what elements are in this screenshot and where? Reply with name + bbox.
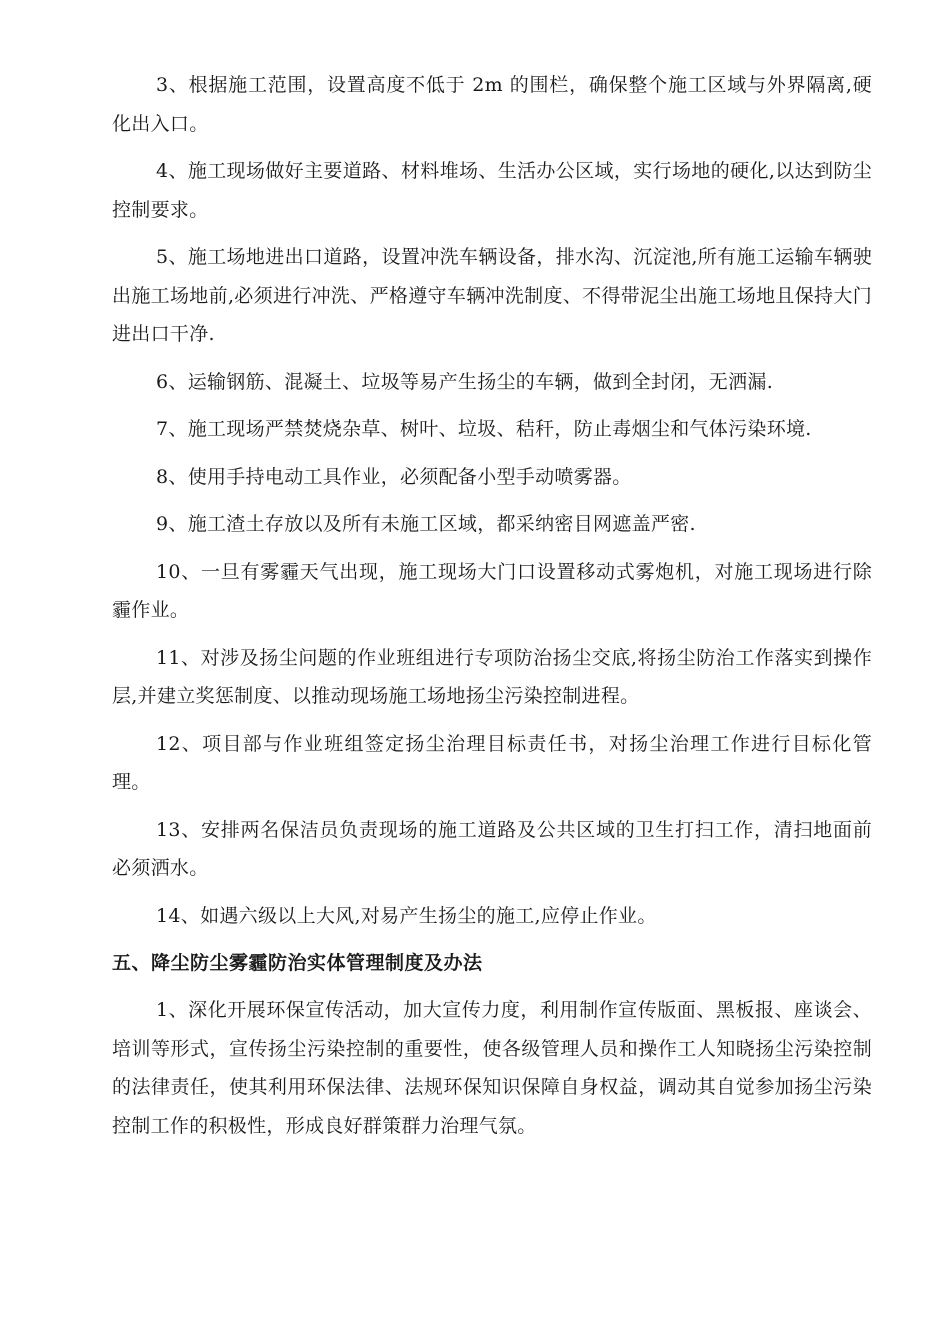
document-body — [112, 66, 872, 1154]
paragraph-item-section5-1: 1、深化开展环保宣传活动，加大宣传力度，利用制作宣传版面、黑板报、座谈会、培训等形式，宣传扬尘污染控制的重要性，使各级管理人员和操作工人知晓扬尘污染控制的法律责任，使其利用环保法律、法规环保知识保障自身权益，调动其自觉参加扬尘污染控制工作的积极性，形成良好群策群力治理气氛。 — [112, 999, 872, 1137]
paragraph-item-9: 9、施工渣土存放以及所有未施工区域，都采纳密目网遮盖严密. — [156, 513, 696, 535]
paragraph-item-14: 14、如遇六级以上大风,对易产生扬尘的施工,应停止作业。 — [156, 904, 657, 927]
paragraph-item-12: 12、项目部与作业班组签定扬尘治理目标责任书，对扬尘治理工作进行目标化管理。 — [112, 732, 872, 793]
section-heading: 五、降尘防尘雾霾防治实体管理制度及办法 — [112, 952, 483, 974]
paragraph-item-4: 4、施工现场做好主要道路、材料堆场、生活办公区域，实行场地的硬化,以达到防尘控制要求。 — [112, 160, 872, 221]
paragraph-item-5: 5、施工场地进出口道路，设置冲洗车辆设备，排水沟、沉淀池,所有施工运输车辆驶出施工场地前,必须进行冲洗、严格遵守车辆冲洗制度、不得带泥尘出施工场地且保持大门进出口干净. — [112, 246, 872, 345]
paragraph-item-8: 8、使用手持电动工具作业，必须配备小型手动喷雾器。 — [156, 465, 632, 488]
paragraph-item-7: 7、施工现场严禁焚烧杂草、树叶、垃圾、秸秆，防止毒烟尘和气体污染环境. — [156, 418, 812, 440]
paragraph-item-6: 6、运输钢筋、混凝土、垃圾等易产生扬尘的车辆，做到全封闭，无洒漏. — [156, 370, 774, 393]
paragraph-item-10: 10、一旦有雾霾天气出现，施工现场大门口设置移动式雾炮机，对施工现场进行除霾作业。 — [112, 560, 872, 621]
paragraph-item-11: 11、对涉及扬尘问题的作业班组进行专项防治扬尘交底,将扬尘防治工作落实到操作层,并建立奖惩制度、以推动现场施工场地扬尘污染控制进程。 — [112, 646, 872, 707]
paragraph-item-13: 13、安排两名保洁员负责现场的施工道路及公共区域的卫生打扫工作，清扫地面前必须洒水。 — [112, 818, 872, 879]
paragraph-item-3: 3、根据施工范围，设置高度不低于 2m 的围栏，确保整个施工区域与外界隔离,硬化出入口。 — [112, 74, 872, 135]
